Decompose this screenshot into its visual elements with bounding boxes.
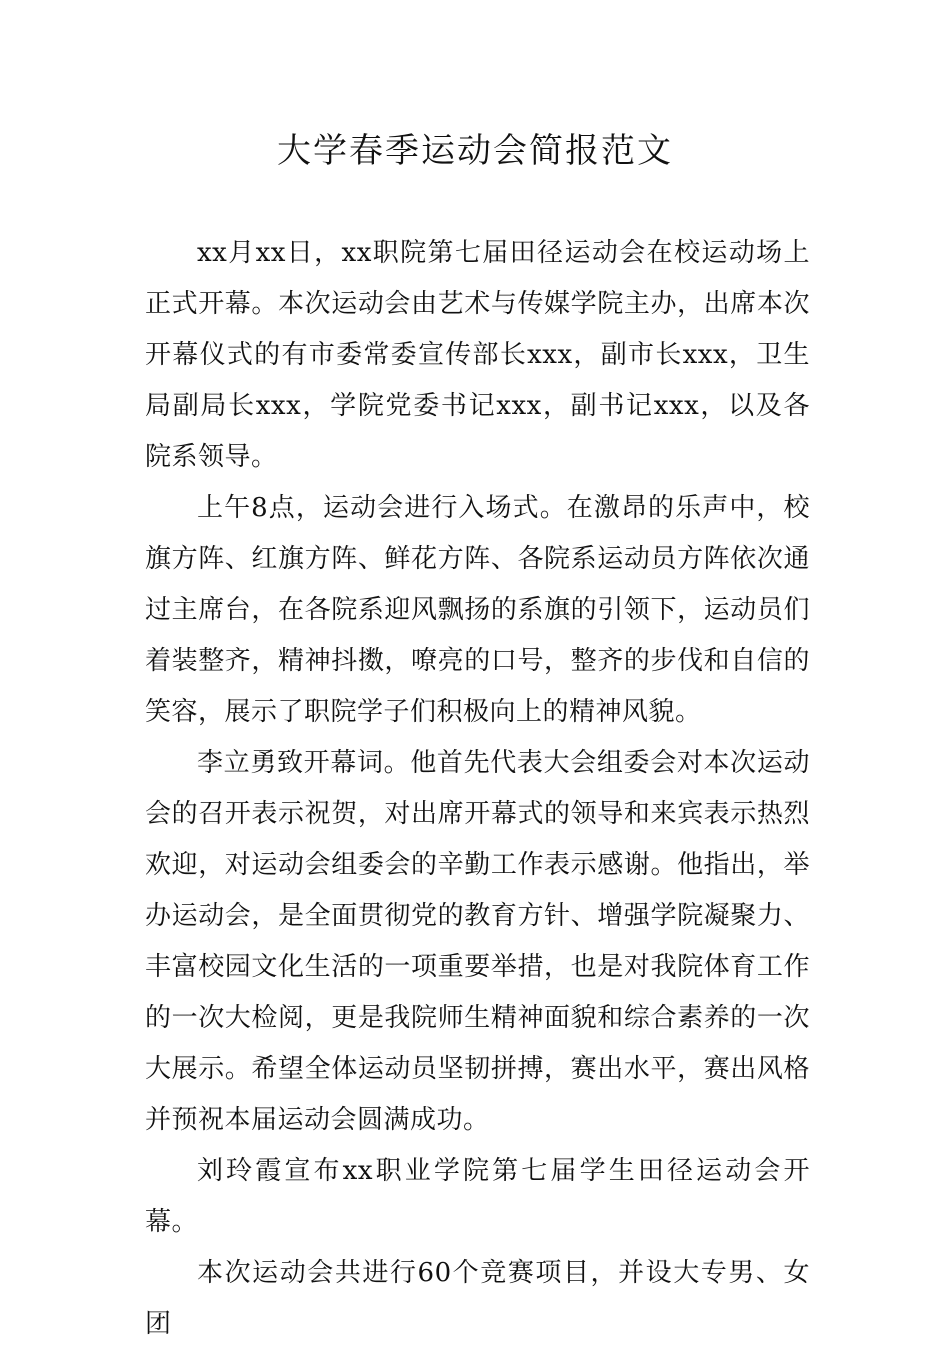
document-body: [145, 228, 810, 1350]
paragraph-opening: xx月xx日，xx职院第七届田径运动会在校运动场上正式开幕。本次运动会由艺术与传媒学院主办，出席本次开幕仪式的有市委常委宣传部长xxx，副市长xxx，卫生局副局长xxx，学院党委书记xxx，副书记xxx，以及各院系领导。: [145, 238, 810, 472]
paragraph-entrance-ceremony: 上午8点，运动会进行入场式。在激昂的乐声中，校旗方阵、红旗方阵、鲜花方阵、各院系运动员方阵依次通过主席台，在各院系迎风飘扬的系旗的引领下，运动员们着装整齐，精神抖擞，嘹亮的口号，整齐的步伐和自信的笑容，展示了职院学子们积极向上的精神风貌。: [145, 493, 810, 727]
paragraph-opening-speech: 李立勇致开幕词。他首先代表大会组委会对本次运动会的召开表示祝贺，对出席开幕式的领导和来宾表示热烈欢迎，对运动会组委会的辛勤工作表示感谢。他指出，举办运动会，是全面贯彻党的教育方针、增强学院凝聚力、丰富校园文化生活的一项重要举措，也是对我院体育工作的一次大检阅，更是我院师生精神面貌和综合素养的一次大展示。希望全体运动员坚韧拼搏，赛出水平，赛出风格并预祝本届运动会圆满成功。: [145, 748, 810, 1135]
paragraph-announcement: 刘玲霞宣布xx职业学院第七届学生田径运动会开幕。: [145, 1156, 810, 1237]
document-title: 大学春季运动会简报范文: [277, 131, 673, 171]
paragraph-events: 本次运动会共进行60个竞赛项目，并设大专男、女团: [145, 1258, 810, 1339]
